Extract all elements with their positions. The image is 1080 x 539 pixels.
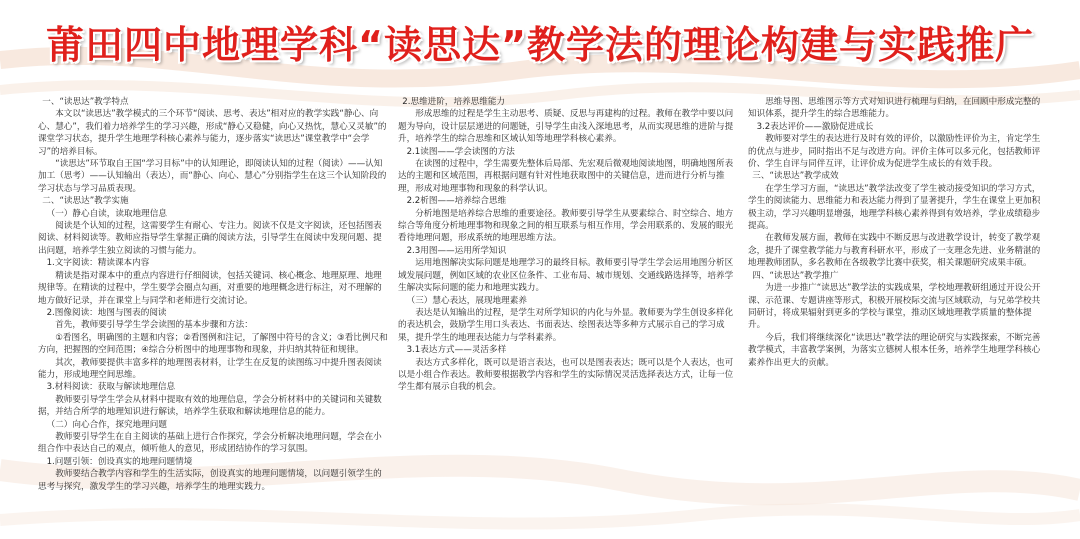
section-heading: 3.1表达方式——灵活多样 bbox=[406, 345, 507, 356]
body-paragraph: 本文以“读思达”教学模式的三个环节“阅读、思考、表达”相对应的教学实践“静心、向心、慧心”，我们着力培养学生的学习兴趣，形成“静心又稳健，向心又热忱，慧心又灵敏”的课堂学习状态，提升学生地理学科核心素养与能力，逐步落实“读思达”课堂教学中“会学习”的培养目标。 bbox=[38, 109, 387, 157]
body-paragraph: “读思达”环节取自王国“学习目标”中的认知理论，即阅读认知的过程（阅读）——认知加工（思考）——认知输出（表达），而“静心、向心、慧心”分别指学生在这三个认知阶段的学习状态与学习品质表现。 bbox=[38, 159, 387, 194]
section-heading: 2.图像阅读：地图与图表的阅读 bbox=[46, 307, 167, 318]
body-paragraph: 阅读是个认知的过程，这需要学生有耐心、专注力。阅读不仅是文字阅读，还包括图表阅读、材料阅读等。教师应指导学生掌握正确的阅读方法，引导学生在阅读中发现问题、提出问题，培养学生独立阅读的习惯与能力。 bbox=[38, 221, 382, 256]
body-paragraph: ①看图名，明确图的主题和内容；②看图例和注记，了解图中符号的含义；③看比例尺和方向，把握图的空间范围；④综合分析图中的地理事物和现象，并归纳其特征和规律。 bbox=[38, 332, 388, 356]
section-heading: 四、“读思达”教学推广 bbox=[752, 270, 839, 281]
section-heading: 2.1读图——学会读图的方法 bbox=[406, 146, 515, 157]
body-paragraph: 形成思维的过程是学生主动思考、质疑、反思与再建构的过程。教师在教学中要以问题为导向，设计层层递进的问题链，引导学生由浅入深地思考，从而实现思维的进阶与提升，培养学生的综合思维和区域认知等地理学科核心素养。 bbox=[398, 109, 734, 145]
body-paragraph: 为进一步推广“读思达”教学法的实践成果，学校地理教研组通过开设公开课、示范课、专题讲座等形式，积极开展校际交流与区域联动，与兄弟学校共同研讨，将成果辐射到更多的学校与课堂，推动区域地理教学质量的整体提升。 bbox=[748, 283, 1041, 331]
section-heading: 2.2析图——培养综合思维 bbox=[406, 196, 507, 207]
section-heading: 1.问题引领：创设真实的地理问题情境 bbox=[46, 456, 193, 467]
body-paragraph: 在教师发展方面，教师在实践中不断反思与改进教学设计，转变了教学观念，提升了课堂教学能力与教育科研水平，形成了一支理念先进、业务精湛的地理教师团队，多名教师在各级教学比赛中获奖，相关课题研究成果丰硕。 bbox=[748, 233, 1041, 269]
body-paragraph: 其次，教师要提供丰富多样的地理图表材料，让学生在反复的读图练习中提升图表阅读能力，形成地理空间思维。 bbox=[38, 357, 382, 380]
body-paragraph: 在读图的过程中，学生需要先整体后局部、先宏观后微观地阅读地图，明确地图所表达的主题和区域范围，再根据问题有针对性地获取图中的关键信息，进而进行分析与推理，形成对地理事物和现象的科学认识。 bbox=[398, 159, 734, 194]
body-paragraph: 精读是指对课本中的重点内容进行仔细阅读，包括关键词、核心概念、地理原理、地理规律等。在精读的过程中，学生要学会圈点勾画，对重要的地理概念进行标注，对不理解的地方做好记录，并在课堂上与同学和老师进行交流讨论。 bbox=[38, 270, 382, 306]
text-column-left bbox=[38, 96, 388, 528]
body-paragraph: 教师要引导学生学会从材料中提取有效的地理信息，学会分析材料中的关键词和关键数据，并结合所学的地理知识进行解读，培养学生获取和解读地理信息的能力。 bbox=[38, 394, 382, 418]
body-paragraph: 表达方式多样化，既可以是语言表达，也可以是图表表达；既可以是个人表达，也可以是小组合作表达。教师要根据教学内容和学生的实际情况灵活选择表达方式，让每一位学生都有展示自我的机会。 bbox=[398, 357, 734, 393]
body-paragraph: 教师要结合教学内容和学生的生活实际，创设真实的地理问题情境，以问题引领学生的思考与探究，激发学生的学习兴趣，培养学生的地理实践力。 bbox=[38, 469, 382, 492]
body-paragraph: 表达是认知输出的过程，是学生对所学知识的内化与外显。教师要为学生创设多样化的表达机会，鼓励学生用口头表达、书面表达、绘图表达等多种方式展示自己的学习成果，提升学生的地理表达能力与学科素养。 bbox=[398, 307, 734, 343]
section-heading: 1.文字阅读：精读课本内容 bbox=[46, 258, 150, 269]
body-paragraph: 运用地图解决实际问题是地理学习的最终目标。教师要引导学生学会运用地图分析区域发展问题，例如区域的农业区位条件、工业布局、城市规划、交通线路选择等，培养学生解决实际问题的能力和地理实践力。 bbox=[398, 258, 734, 294]
poster-title: 莆田四中地理学科“读思达”教学法的理论构建与实践推广 bbox=[46, 23, 1034, 67]
text-column-middle bbox=[398, 96, 738, 528]
section-heading: 一、“读思达”教学特点 bbox=[42, 97, 129, 107]
section-heading: 3.2表达评价——激励促进成长 bbox=[756, 121, 874, 132]
body-paragraph: 在学生学习方面，“读思达”教学法改变了学生被动接受知识的学习方式，学生的阅读能力、思维能力和表达能力得到了显著提升，学生在课堂上更加积极主动，学习兴趣明显增强，地理学科核心素养得到有效培养，学业成绩稳步提高。 bbox=[748, 183, 1041, 232]
section-heading: （二）向心合作，探究地理问题 bbox=[46, 419, 167, 430]
section-heading: 三、“读思达”教学成效 bbox=[752, 171, 839, 182]
body-paragraph: 分析地图是培养综合思维的重要途径。教师要引导学生从要素综合、时空综合、地方综合等角度分析地理事物和现象之间的相互联系与相互作用，学会用联系的、发展的眼光看待地理问题，形成系统的地理思维方法。 bbox=[398, 208, 734, 244]
body-paragraph: 首先，教师要引导学生学会读图的基本步骤和方法： bbox=[55, 320, 253, 331]
section-heading: 2.3用图——运用所学知识 bbox=[406, 245, 507, 256]
section-heading: 2.思维进阶，培养思维能力 bbox=[402, 97, 506, 107]
body-paragraph: 教师要引导学生在自主阅读的基础上进行合作探究，学会分析解决地理问题，学会在小组合作中表达自己的观点，倾听他人的意见，形成团结协作的学习氛围。 bbox=[38, 431, 382, 455]
section-heading: 二、“读思达”教学实施 bbox=[42, 196, 129, 207]
section-heading: 3.材料阅读：获取与解读地理信息 bbox=[46, 382, 176, 393]
body-paragraph: 教师要对学生的表达进行及时有效的评价，以激励性评价为主，肯定学生的优点与进步，同时指出不足与改进方向。评价主体可以多元化，包括教师评价、学生自评与同伴互评，让评价成为促进学生成长的有效手段。 bbox=[748, 134, 1041, 170]
section-heading: （三）慧心表达，展现地理素养 bbox=[406, 295, 527, 306]
body-paragraph: 思维导图、思维图示等方式对知识进行梳理与归纳，在回顾中形成完整的知识体系，提升学生的综合思维能力。 bbox=[748, 97, 1041, 120]
text-column-right bbox=[748, 96, 1048, 528]
body-paragraph: 今后，我们将继续深化“读思达”教学法的理论研究与实践探索，不断完善教学模式，丰富教学案例，为落实立德树人根本任务，培养学生地理学科核心素养作出更大的贡献。 bbox=[748, 332, 1041, 368]
section-heading: （一）静心自读，读取地理信息 bbox=[46, 208, 167, 219]
